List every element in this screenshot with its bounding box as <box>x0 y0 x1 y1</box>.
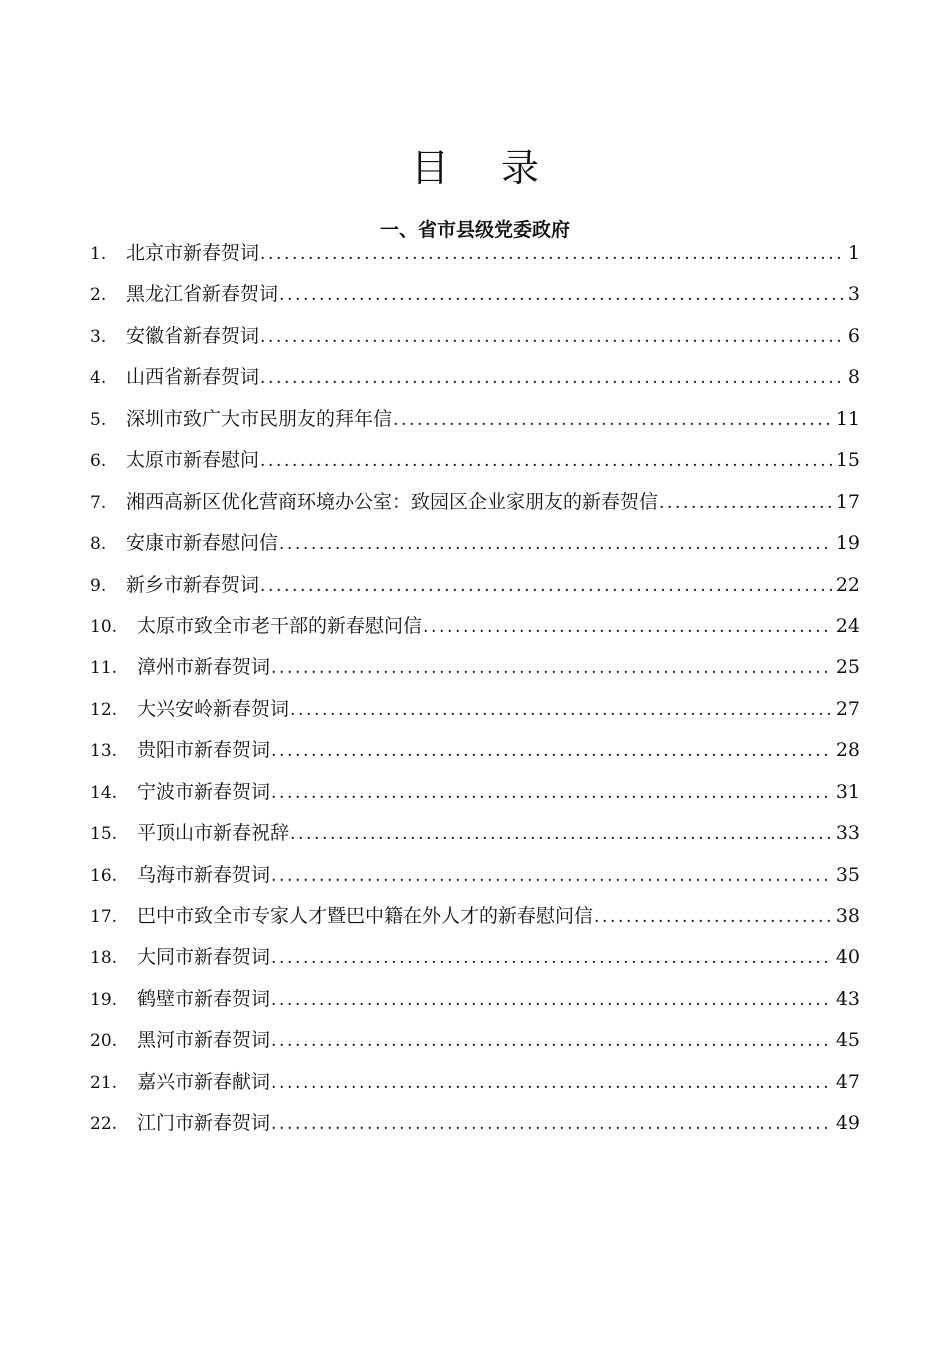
toc-entry-page-number: 17 <box>835 490 860 513</box>
toc-dot-leader <box>260 446 833 476</box>
toc-entry[interactable] <box>90 528 860 569</box>
toc-entry[interactable] <box>90 445 860 486</box>
toc-entry-title: 乌海市新春贺词 <box>137 863 271 886</box>
toc-entry-page-number: 35 <box>835 863 860 886</box>
toc-dot-leader <box>260 239 845 269</box>
toc-entry-title: 贵阳市新春贺词 <box>137 739 271 762</box>
toc-entry-title: 北京市新春贺词 <box>126 242 260 264</box>
toc-entry[interactable] <box>90 1108 860 1149</box>
toc-entry-page-number: 45 <box>835 1029 860 1052</box>
toc-dot-leader <box>271 736 833 766</box>
toc-entry-page-number: 31 <box>835 780 860 803</box>
toc-entry-page-number: 40 <box>835 946 860 969</box>
toc-entry-title: 宁波市新春贺词 <box>137 780 271 803</box>
toc-entry-number: 19. <box>90 989 118 1010</box>
toc-entry-title: 太原市新春慰问 <box>126 449 260 472</box>
toc-dot-leader <box>423 612 833 642</box>
toc-dot-leader <box>271 985 833 1015</box>
toc-entry[interactable] <box>90 279 860 320</box>
toc-entry[interactable] <box>90 984 860 1025</box>
toc-entry-title: 太原市致全市老干部的新春慰问信 <box>137 614 423 637</box>
toc-entry-number: 1. <box>90 244 107 264</box>
toc-entry-page-number: 24 <box>835 614 860 637</box>
toc-dot-leader <box>279 280 845 310</box>
toc-entry-number: 15. <box>90 824 118 845</box>
toc-entry-number: 2. <box>90 285 107 306</box>
toc-dot-leader <box>271 943 833 973</box>
toc-entry-number: 9. <box>90 575 107 596</box>
toc-entry-page-number: 25 <box>835 656 860 679</box>
toc-entry[interactable] <box>90 818 860 859</box>
toc-entry[interactable] <box>90 1067 860 1108</box>
toc-entry-title: 深圳市致广大市民朋友的拜年信 <box>126 407 393 430</box>
toc-entry-page-number: 28 <box>835 739 860 762</box>
toc-entry[interactable] <box>90 777 860 818</box>
toc-entry-page-number: 47 <box>835 1070 860 1093</box>
toc-dot-leader <box>279 529 833 559</box>
toc-entry-number: 5. <box>90 409 107 430</box>
toc-entry-number: 3. <box>90 326 107 347</box>
toc-dot-leader <box>271 1026 833 1056</box>
toc-entry-number: 8. <box>90 534 107 555</box>
toc-entry[interactable] <box>90 611 860 652</box>
toc-entry-page-number: 27 <box>835 697 860 720</box>
toc-entry-title: 漳州市新春贺词 <box>137 656 271 679</box>
toc-entry-number: 21. <box>90 1072 118 1093</box>
toc-entry-number: 10. <box>90 616 118 637</box>
toc-entry-number: 18. <box>90 948 118 969</box>
toc-entry[interactable] <box>90 1025 860 1066</box>
toc-entry-page-number: 33 <box>835 822 860 845</box>
toc-entry-number: 13. <box>90 741 118 762</box>
toc-entry-title: 巴中市致全市专家人才暨巴中籍在外人才的新春慰问信 <box>137 905 594 927</box>
toc-entry-number: 17. <box>90 907 118 927</box>
table-of-contents <box>90 238 860 1150</box>
toc-entry[interactable] <box>90 404 860 445</box>
toc-entry[interactable] <box>90 694 860 735</box>
toc-entry-title: 黑龙江省新春贺词 <box>126 283 279 306</box>
toc-entry-title: 安康市新春慰问信 <box>126 532 279 555</box>
toc-entry-number: 22. <box>90 1114 118 1135</box>
toc-entry-number: 12. <box>90 699 118 720</box>
toc-dot-leader <box>260 571 833 601</box>
toc-dot-leader <box>290 695 833 725</box>
page-title: 目 录 <box>410 146 560 191</box>
toc-entry-title: 山西省新春贺词 <box>126 366 260 389</box>
toc-entry-page-number: 1 <box>847 242 860 264</box>
toc-entry-page-number: 11 <box>835 407 860 430</box>
toc-dot-leader <box>271 1068 833 1098</box>
toc-entry-page-number: 8 <box>847 366 860 389</box>
toc-dot-leader <box>260 322 845 352</box>
toc-entry-title: 嘉兴市新春献词 <box>137 1070 271 1093</box>
toc-entry-page-number: 15 <box>835 449 860 472</box>
toc-entry[interactable] <box>90 901 860 942</box>
toc-dot-leader <box>271 778 833 808</box>
toc-entry-title: 大同市新春贺词 <box>137 946 271 969</box>
toc-entry-title: 江门市新春贺词 <box>137 1112 271 1135</box>
toc-entry[interactable] <box>90 860 860 901</box>
toc-dot-leader <box>260 363 845 393</box>
toc-dot-leader <box>271 1109 833 1139</box>
toc-dot-leader <box>594 902 833 932</box>
toc-entry[interactable] <box>90 362 860 403</box>
toc-dot-leader <box>271 861 833 891</box>
toc-entry-title: 湘西高新区优化营商环境办公室：致园区企业家朋友的新春贺信 <box>126 490 659 513</box>
toc-entry-page-number: 49 <box>835 1112 860 1135</box>
toc-entry-page-number: 19 <box>835 532 860 555</box>
toc-dot-leader <box>659 488 833 518</box>
toc-entry[interactable] <box>90 570 860 611</box>
section-heading: 一、省市县级党委政府 <box>379 218 570 241</box>
toc-entry-number: 7. <box>90 492 107 513</box>
toc-entry-page-number: 3 <box>847 283 860 306</box>
toc-entry-page-number: 6 <box>847 324 860 347</box>
toc-entry[interactable] <box>90 942 860 983</box>
toc-dot-leader <box>393 405 833 435</box>
toc-entry-title: 安徽省新春贺词 <box>126 324 260 347</box>
toc-entry-number: 4. <box>90 368 107 389</box>
toc-entry[interactable] <box>90 735 860 776</box>
toc-entry-title: 鹤壁市新春贺词 <box>137 987 271 1010</box>
toc-entry[interactable] <box>90 321 860 362</box>
toc-entry-number: 11. <box>90 658 118 679</box>
toc-entry[interactable] <box>90 652 860 693</box>
toc-entry-title: 黑河市新春贺词 <box>137 1029 271 1052</box>
toc-entry-number: 16. <box>90 865 118 886</box>
toc-entry-page-number: 38 <box>835 905 860 927</box>
toc-dot-leader <box>271 653 833 683</box>
toc-entry-number: 6. <box>90 451 107 472</box>
toc-entry[interactable] <box>90 238 860 279</box>
toc-entry[interactable] <box>90 487 860 528</box>
toc-entry-title: 平顶山市新春祝辞 <box>137 822 290 845</box>
toc-entry-title: 新乡市新春贺词 <box>126 573 260 596</box>
toc-dot-leader <box>290 819 833 849</box>
toc-entry-title: 大兴安岭新春贺词 <box>137 697 290 720</box>
toc-entry-number: 20. <box>90 1031 118 1052</box>
toc-entry-page-number: 43 <box>835 987 860 1010</box>
toc-entry-number: 14. <box>90 782 118 803</box>
toc-entry-page-number: 22 <box>835 573 860 596</box>
